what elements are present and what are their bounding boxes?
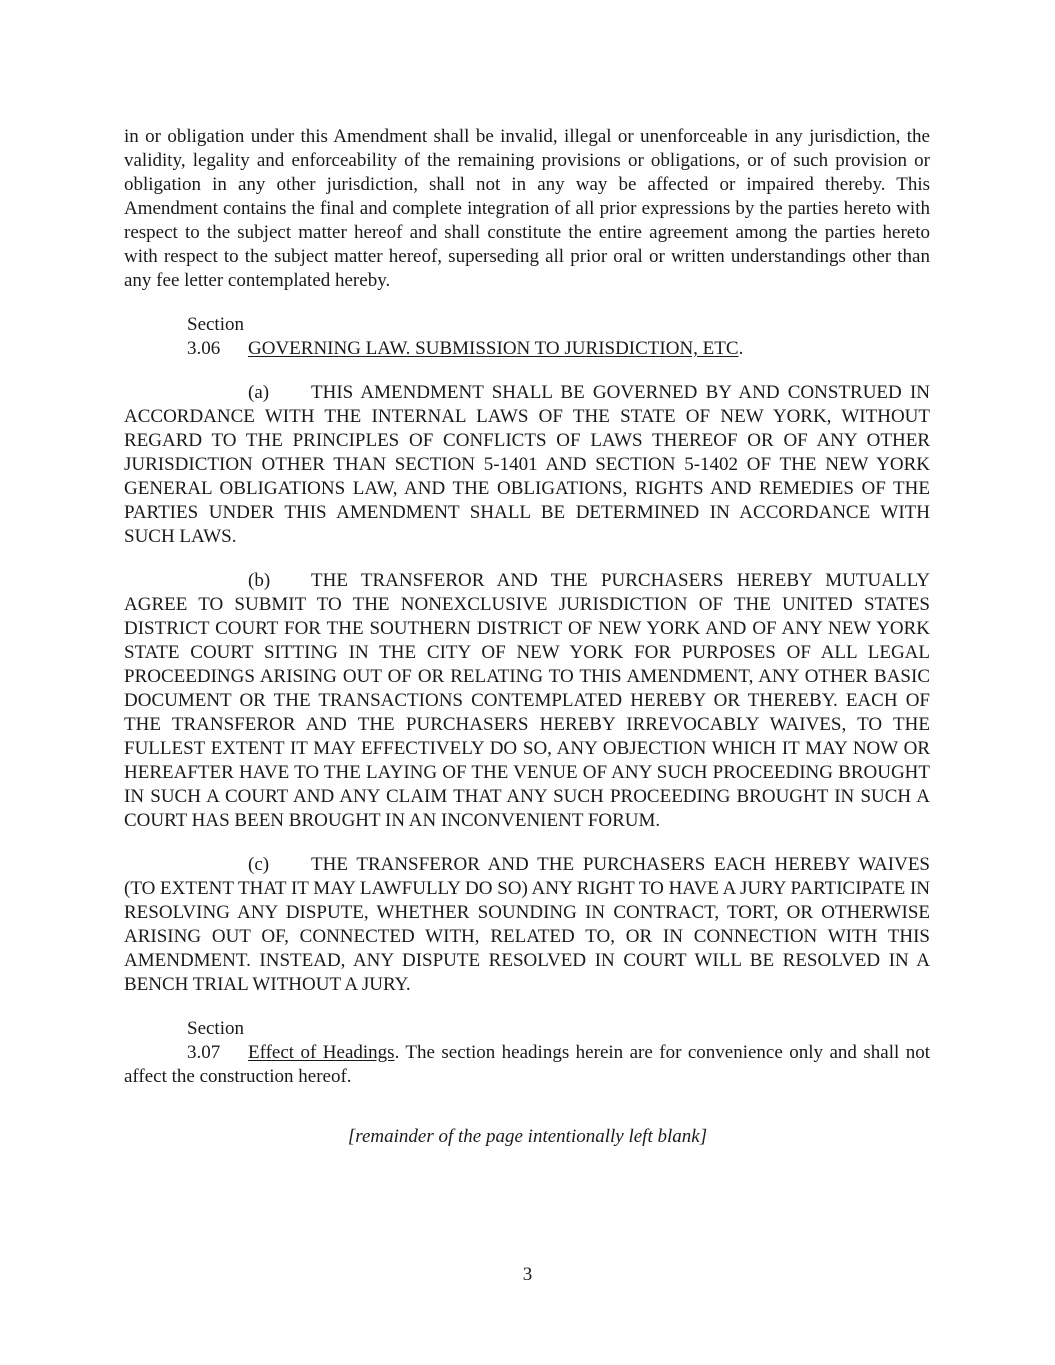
remainder-note: [remainder of the page intentionally left blank] xyxy=(347,1126,708,1147)
page-number: 3 xyxy=(522,1264,533,1285)
section-3-07-paragraph xyxy=(124,1017,930,1089)
section-heading-period: . xyxy=(738,338,744,359)
document-page xyxy=(124,125,930,1089)
section-3-06-heading-line xyxy=(124,313,930,361)
subparagraph-c xyxy=(124,853,930,997)
subparagraph-a xyxy=(124,381,930,549)
subparagraph-label: (b) xyxy=(248,570,271,591)
section-heading: Effect of Headings xyxy=(248,1042,395,1063)
section-body-text: . The section headings herein are for convenience only and shall not affect the construction hereof. xyxy=(124,1042,930,1087)
section-heading: GOVERNING LAW. SUBMISSION TO JURISDICTION, ETC xyxy=(248,338,739,359)
subparagraph-text: THE TRANSFEROR AND THE PURCHASERS EACH HEREBY WAIVES (TO EXTENT THAT IT MAY LAWFULLY DO SO) ANY RIGHT TO HAVE A JURY PARTICIPATE IN RESOLVING ANY DISPUTE, WHETHER SOUNDING IN CONTRACT, TORT, OR OTHERWISE ARISING OUT OF, CONNECTED WITH, RELATED TO, OR IN CONNECTION WITH THIS AMENDMENT. INSTEAD, ANY DISPUTE RESOLVED IN COURT WILL BE RESOLVED IN A BENCH TRIAL WITHOUT A JURY. xyxy=(124,854,930,995)
subparagraph-label: (c) xyxy=(248,854,270,875)
subparagraph-b xyxy=(124,569,930,833)
subparagraph-text: THIS AMENDMENT SHALL BE GOVERNED BY AND CONSTRUED IN ACCORDANCE WITH THE INTERNAL LAWS OF THE STATE OF NEW YORK, WITHOUT REGARD TO THE PRINCIPLES OF CONFLICTS OF LAWS THEREOF OR OF ANY OTHER JURISDICTION OTHER THAN SECTION 5-1401 AND SECTION 5-1402 OF THE NEW YORK GENERAL OBLIGATIONS LAW, AND THE OBLIGATIONS, RIGHTS AND REMEDIES OF THE PARTIES UNDER THIS AMENDMENT SHALL BE DETERMINED IN ACCORDANCE WITH SUCH LAWS. xyxy=(124,382,930,547)
subparagraph-text: THE TRANSFEROR AND THE PURCHASERS HEREBY MUTUALLY AGREE TO SUBMIT TO THE NONEXCLUSIVE JURISDICTION OF THE UNITED STATES DISTRICT COURT FOR THE SOUTHERN DISTRICT OF NEW YORK AND OF ANY NEW YORK STATE COURT SITTING IN THE CITY OF NEW YORK FOR PURPOSES OF ALL LEGAL PROCEEDINGS ARISING OUT OF OR RELATING TO THIS AMENDMENT, ANY OTHER BASIC DOCUMENT OR THE TRANSACTIONS CONTEMPLATED HEREBY OR THEREBY. EACH OF THE TRANSFEROR AND THE PURCHASERS HEREBY IRREVOCABLY WAIVES, TO THE FULLEST EXTENT IT MAY EFFECTIVELY DO SO, ANY OBJECTION WHICH IT MAY NOW OR HEREAFTER HAVE TO THE LAYING OF THE VENUE OF ANY SUCH PROCEEDING BROUGHT IN SUCH A COURT AND ANY CLAIM THAT ANY SUCH PROCEEDING BROUGHT IN SUCH A COURT HAS BEEN BROUGHT IN AN INCONVENIENT FORUM. xyxy=(124,570,930,831)
section-number: Section 3.07 xyxy=(187,1018,244,1063)
section-number: Section 3.06 xyxy=(187,314,244,359)
subparagraph-label: (a) xyxy=(248,382,270,403)
continued-paragraph: in or obligation under this Amendment shall be invalid, illegal or unenforceable in any jurisdiction, the validity, legality and enforceability of the remaining provisions or obligations, or of such provision or obligation in any other jurisdiction, shall not in any way be affected or impaired thereby. This Amendment contains the final and complete integration of all prior expressions by the parties hereto with respect to the subject matter hereof and shall constitute the entire agreement among the parties hereto with respect to the subject matter hereof, superseding all prior oral or written understandings other than any fee letter contemplated hereby. xyxy=(124,126,930,291)
